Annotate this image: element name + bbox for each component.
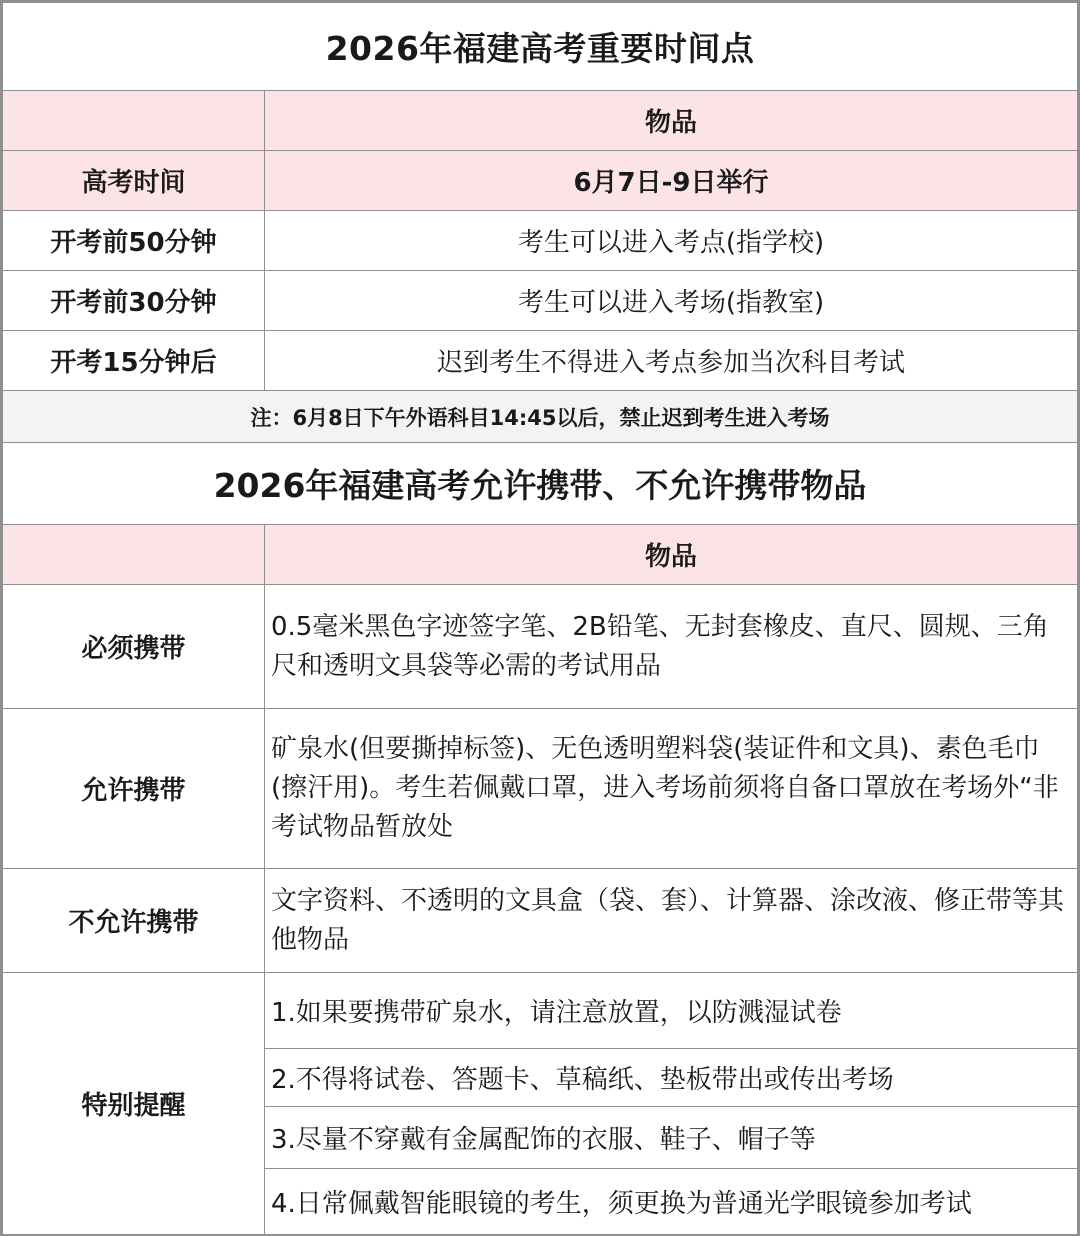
items-header-empty — [3, 525, 265, 585]
items-header-label: 物品 — [265, 525, 1078, 585]
items-forbidden-row — [3, 869, 1078, 973]
schedule-row-label: 高考时间 — [3, 151, 265, 211]
items-allowed-row — [3, 709, 1078, 869]
items-title-row — [3, 443, 1078, 525]
schedule-row-label: 开考前50分钟 — [3, 211, 265, 271]
reminder-item: 4.日常佩戴智能眼镜的考生，须更换为普通光学眼镜参加考试 — [265, 1169, 1078, 1235]
items-must-row — [3, 585, 1078, 709]
forbidden-text: 文字资料、不透明的文具盒（袋、套）、计算器、涂改液、修正带等其他物品 — [265, 869, 1078, 973]
schedule-row-value: 考生可以进入考点(指学校) — [265, 211, 1078, 271]
reminders-label: 特别提醒 — [3, 973, 265, 1235]
schedule-title-row — [3, 3, 1078, 91]
items-title: 2026年福建高考允许携带、不允许携带物品 — [3, 443, 1078, 525]
schedule-header-row — [3, 91, 1078, 151]
schedule-row — [3, 331, 1078, 391]
schedule-row-value: 考生可以进入考场(指教室) — [265, 271, 1078, 331]
allowed-label: 允许携带 — [3, 709, 265, 869]
reminder-item: 2.不得将试卷、答题卡、草稿纸、垫板带出或传出考场 — [265, 1049, 1078, 1107]
exam-info-table — [2, 2, 1078, 1235]
schedule-row-value: 6月7日-9日举行 — [265, 151, 1078, 211]
schedule-header-label: 物品 — [265, 91, 1078, 151]
allowed-text: 矿泉水(但要撕掉标签)、无色透明塑料袋(装证件和文具)、素色毛巾(擦汗用)。考生若佩戴口罩，进入考场前须将自备口罩放在考场外“非考试物品暂放处 — [265, 709, 1078, 869]
reminder-item: 1.如果要携带矿泉水，请注意放置，以防溅湿试卷 — [265, 973, 1078, 1049]
schedule-row-label: 开考前30分钟 — [3, 271, 265, 331]
schedule-row — [3, 271, 1078, 331]
must-text: 0.5毫米黑色字迹签字笔、2B铅笔、无封套橡皮、直尺、圆规、三角尺和透明文具袋等必需的考试用品 — [265, 585, 1078, 709]
reminder-row — [3, 973, 1078, 1049]
items-header-row — [3, 525, 1078, 585]
schedule-note: 注：6月8日下午外语科目14:45以后，禁止迟到考生进入考场 — [3, 391, 1078, 443]
schedule-header-empty — [3, 91, 265, 151]
schedule-row-value: 迟到考生不得进入考点参加当次科目考试 — [265, 331, 1078, 391]
forbidden-label: 不允许携带 — [3, 869, 265, 973]
schedule-row — [3, 151, 1078, 211]
reminder-item: 3.尽量不穿戴有金属配饰的衣服、鞋子、帽子等 — [265, 1107, 1078, 1169]
schedule-row — [3, 211, 1078, 271]
schedule-title: 2026年福建高考重要时间点 — [3, 3, 1078, 91]
must-label: 必须携带 — [3, 585, 265, 709]
schedule-note-row — [3, 391, 1078, 443]
schedule-row-label: 开考15分钟后 — [3, 331, 265, 391]
